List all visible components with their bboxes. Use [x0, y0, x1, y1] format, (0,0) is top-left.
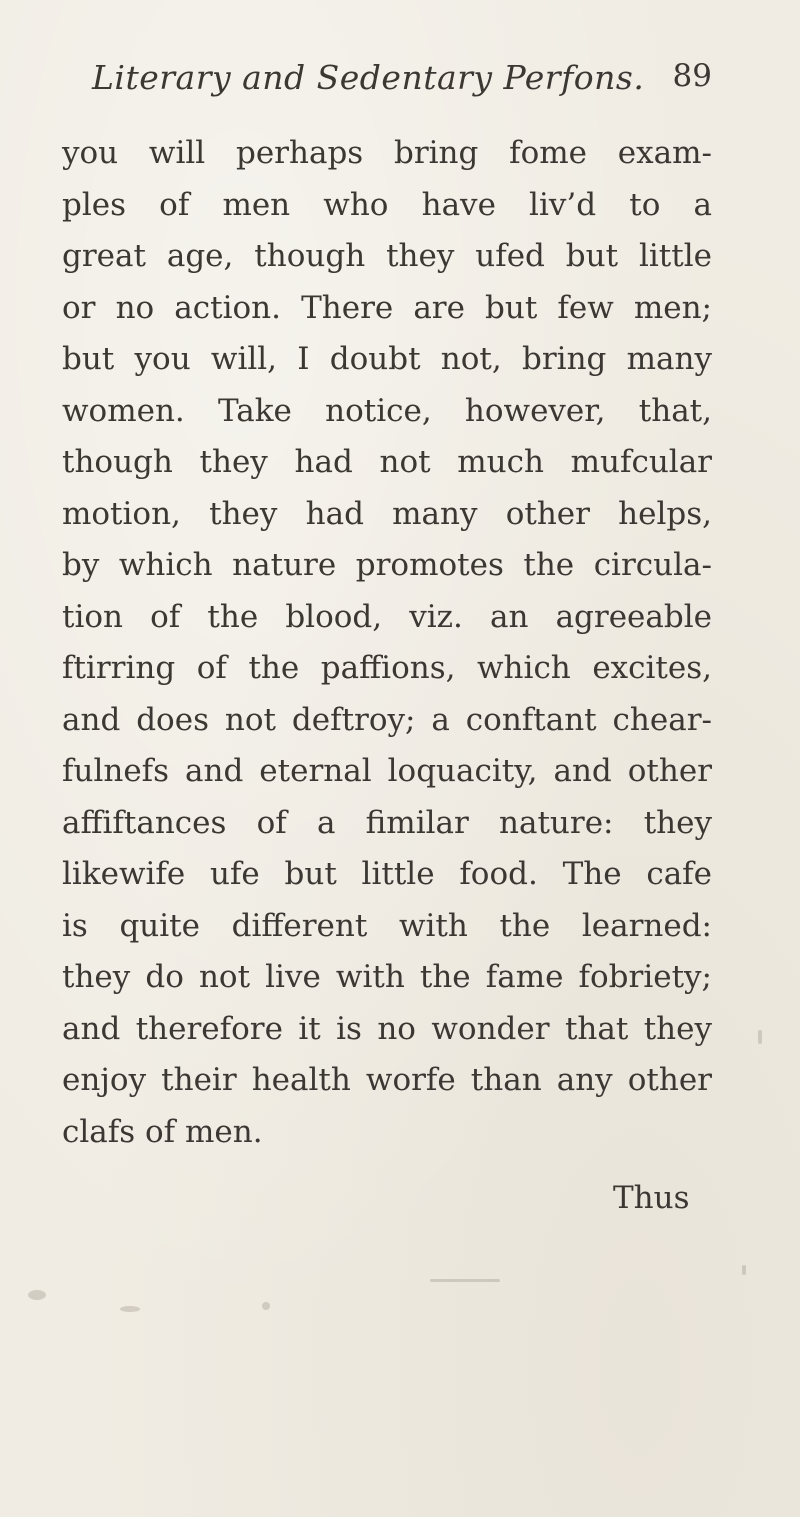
- text-line: by which nature promotes the circula-: [62, 547, 712, 583]
- text-line: ples of men who have liv’d to a: [62, 186, 712, 223]
- text-line-last: clafs of men.: [62, 1113, 263, 1150]
- text-line: fulnefs and eternal loquacity, and other: [62, 753, 712, 789]
- text-line: though they had not much mufcular: [62, 444, 712, 480]
- paper-stain: [262, 1302, 270, 1310]
- paper-stain: [120, 1306, 140, 1312]
- body-text: [62, 128, 712, 1158]
- running-title: Literary and Sedentary Perfons.: [92, 58, 645, 97]
- text-line: enjoy their health worfe than any other: [62, 1062, 712, 1098]
- text-line: likewife ufe but little food. The cafe: [62, 856, 712, 892]
- text-line: ftirring of the paffions, which excites,: [62, 650, 712, 686]
- text-line: tion of the blood, viz. an agreeable: [62, 598, 712, 635]
- page-number: 89: [672, 58, 712, 94]
- page-header: [92, 58, 712, 118]
- text-line: is quite different with the learned:: [62, 907, 712, 944]
- text-line: they do not live with the fame fobriety;: [62, 959, 712, 995]
- text-line: and therefore it is no wonder that they: [62, 1010, 712, 1047]
- text-line: and does not deftroy; a conftant chear-: [62, 701, 712, 738]
- text-line: great age, though they ufed but little: [62, 238, 712, 274]
- paper-stain: [430, 1279, 500, 1282]
- text-line: or no action. There are but few men;: [62, 289, 712, 326]
- paper-stain: [758, 1030, 762, 1044]
- text-line: but you will, I doubt not, bring many: [62, 341, 712, 377]
- text-line: women. Take notice, however, that,: [62, 392, 712, 429]
- text-line: affiftances of a fimilar nature: they: [62, 804, 712, 841]
- paper-stain: [742, 1265, 746, 1275]
- text-line: motion, they had many other helps,: [62, 495, 712, 532]
- catchword: Thus: [613, 1180, 690, 1216]
- paper-stain: [28, 1290, 46, 1300]
- text-line: you will perhaps bring fome exam-: [62, 135, 712, 171]
